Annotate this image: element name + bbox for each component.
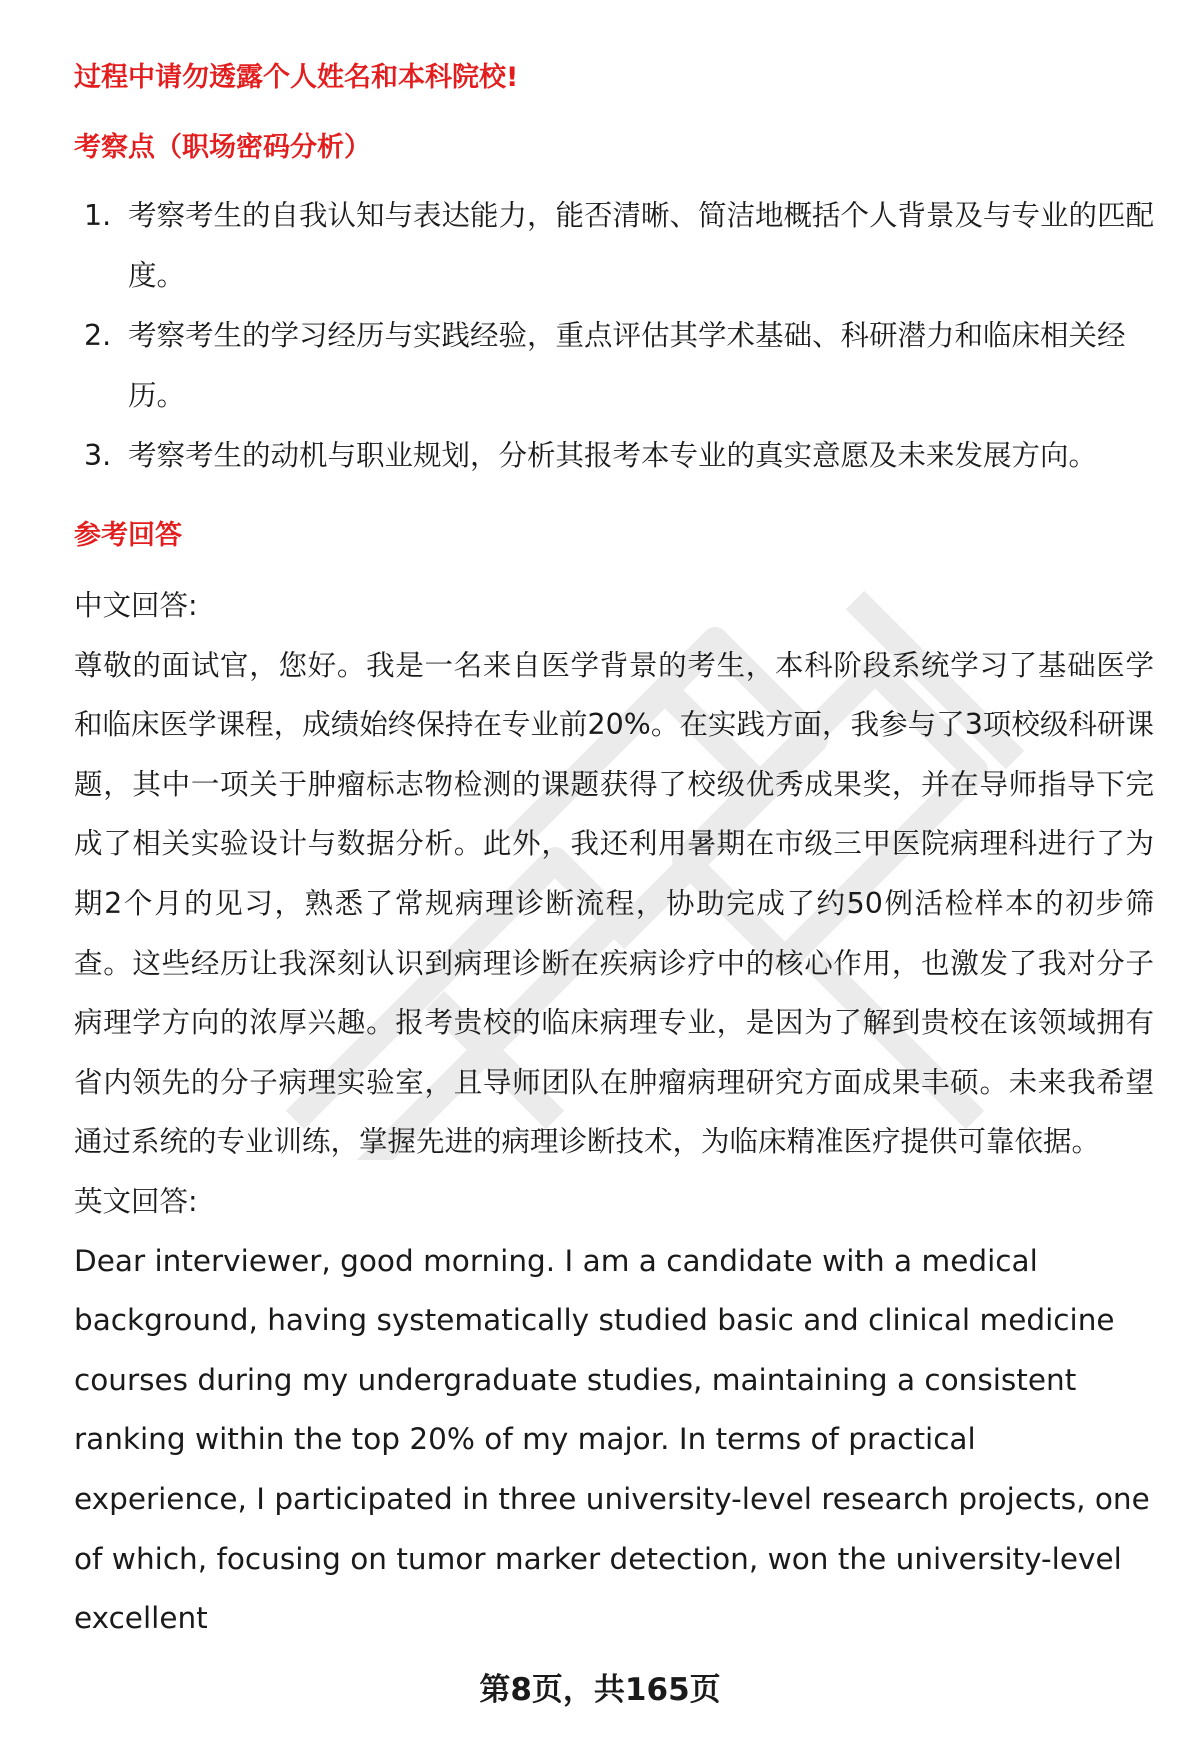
answer-block xyxy=(74,576,1154,1649)
list-item-text: 考察考生的自我认知与表达能力，能否清晰、简洁地概括个人背景及与专业的匹配度。 xyxy=(128,199,1155,292)
english-answer-label: 英文回答: xyxy=(74,1184,198,1218)
page-number: 第8页，共165页 xyxy=(479,1672,721,1708)
english-answer-text: Dear interviewer, good morning. I am a candidate with a medical background, having systematically studied basic and clinical medicine courses during my undergraduate studies, maintaining a consistent ranking within the top 20% of my major. In terms of practical experience, I participated in three university-level research projects, one of which, focusing on tumor marker detection, won the university-level excellent xyxy=(74,1243,1150,1636)
list-item-text: 考察考生的动机与职业规划，分析其报考本专业的真实意愿及未来发展方向。 xyxy=(128,439,1098,472)
list-item xyxy=(74,186,1154,306)
chinese-answer-text: 尊敬的面试官，您好。我是一名来自医学背景的考生，本科阶段系统学习了基础医学和临床医学课程，成绩始终保持在专业前20%。在实践方面，我参与了3项校级科研课题，其中一项关于肿瘤标志物检测的课题获得了校级优秀成果奖，并在导师指导下完成了相关实验设计与数据分析。此外，我还利用暑期在市级三甲医院病理科进行了为期2个月的见习，熟悉了常规病理诊断流程，协助完成了约50例活检样本的初步筛查。这些经历让我深刻认识到病理诊断在疾病诊疗中的核心作用，也激发了我对分子病理学方向的浓厚兴趣。报考贵校的临床病理专业，是因为了解到贵校在该领域拥有省内领先的分子病理实验室，且导师团队在肿瘤病理研究方面成果丰硕。未来我希望通过系统的专业训练，掌握先进的病理诊断技术，为临床精准医疗提供可靠依据。 xyxy=(74,648,1154,1159)
list-item-number: 2. xyxy=(84,319,112,352)
list-item-text: 考察考生的学习经历与实践经验，重点评估其学术基础、科研潜力和临床相关经历。 xyxy=(128,319,1126,412)
exam-points-heading: 考察点（职场密码分析） xyxy=(74,132,371,163)
document-body xyxy=(74,58,1154,1649)
exam-points-list xyxy=(74,186,1154,486)
list-item xyxy=(74,306,1154,426)
reference-answer-heading: 参考回答 xyxy=(74,520,182,551)
privacy-warning: 过程中请勿透露个人姓名和本科院校! xyxy=(74,62,519,93)
list-item xyxy=(74,426,1154,486)
list-item-number: 3. xyxy=(84,439,112,472)
list-item-number: 1. xyxy=(84,199,112,232)
chinese-answer-label: 中文回答: xyxy=(74,589,198,622)
